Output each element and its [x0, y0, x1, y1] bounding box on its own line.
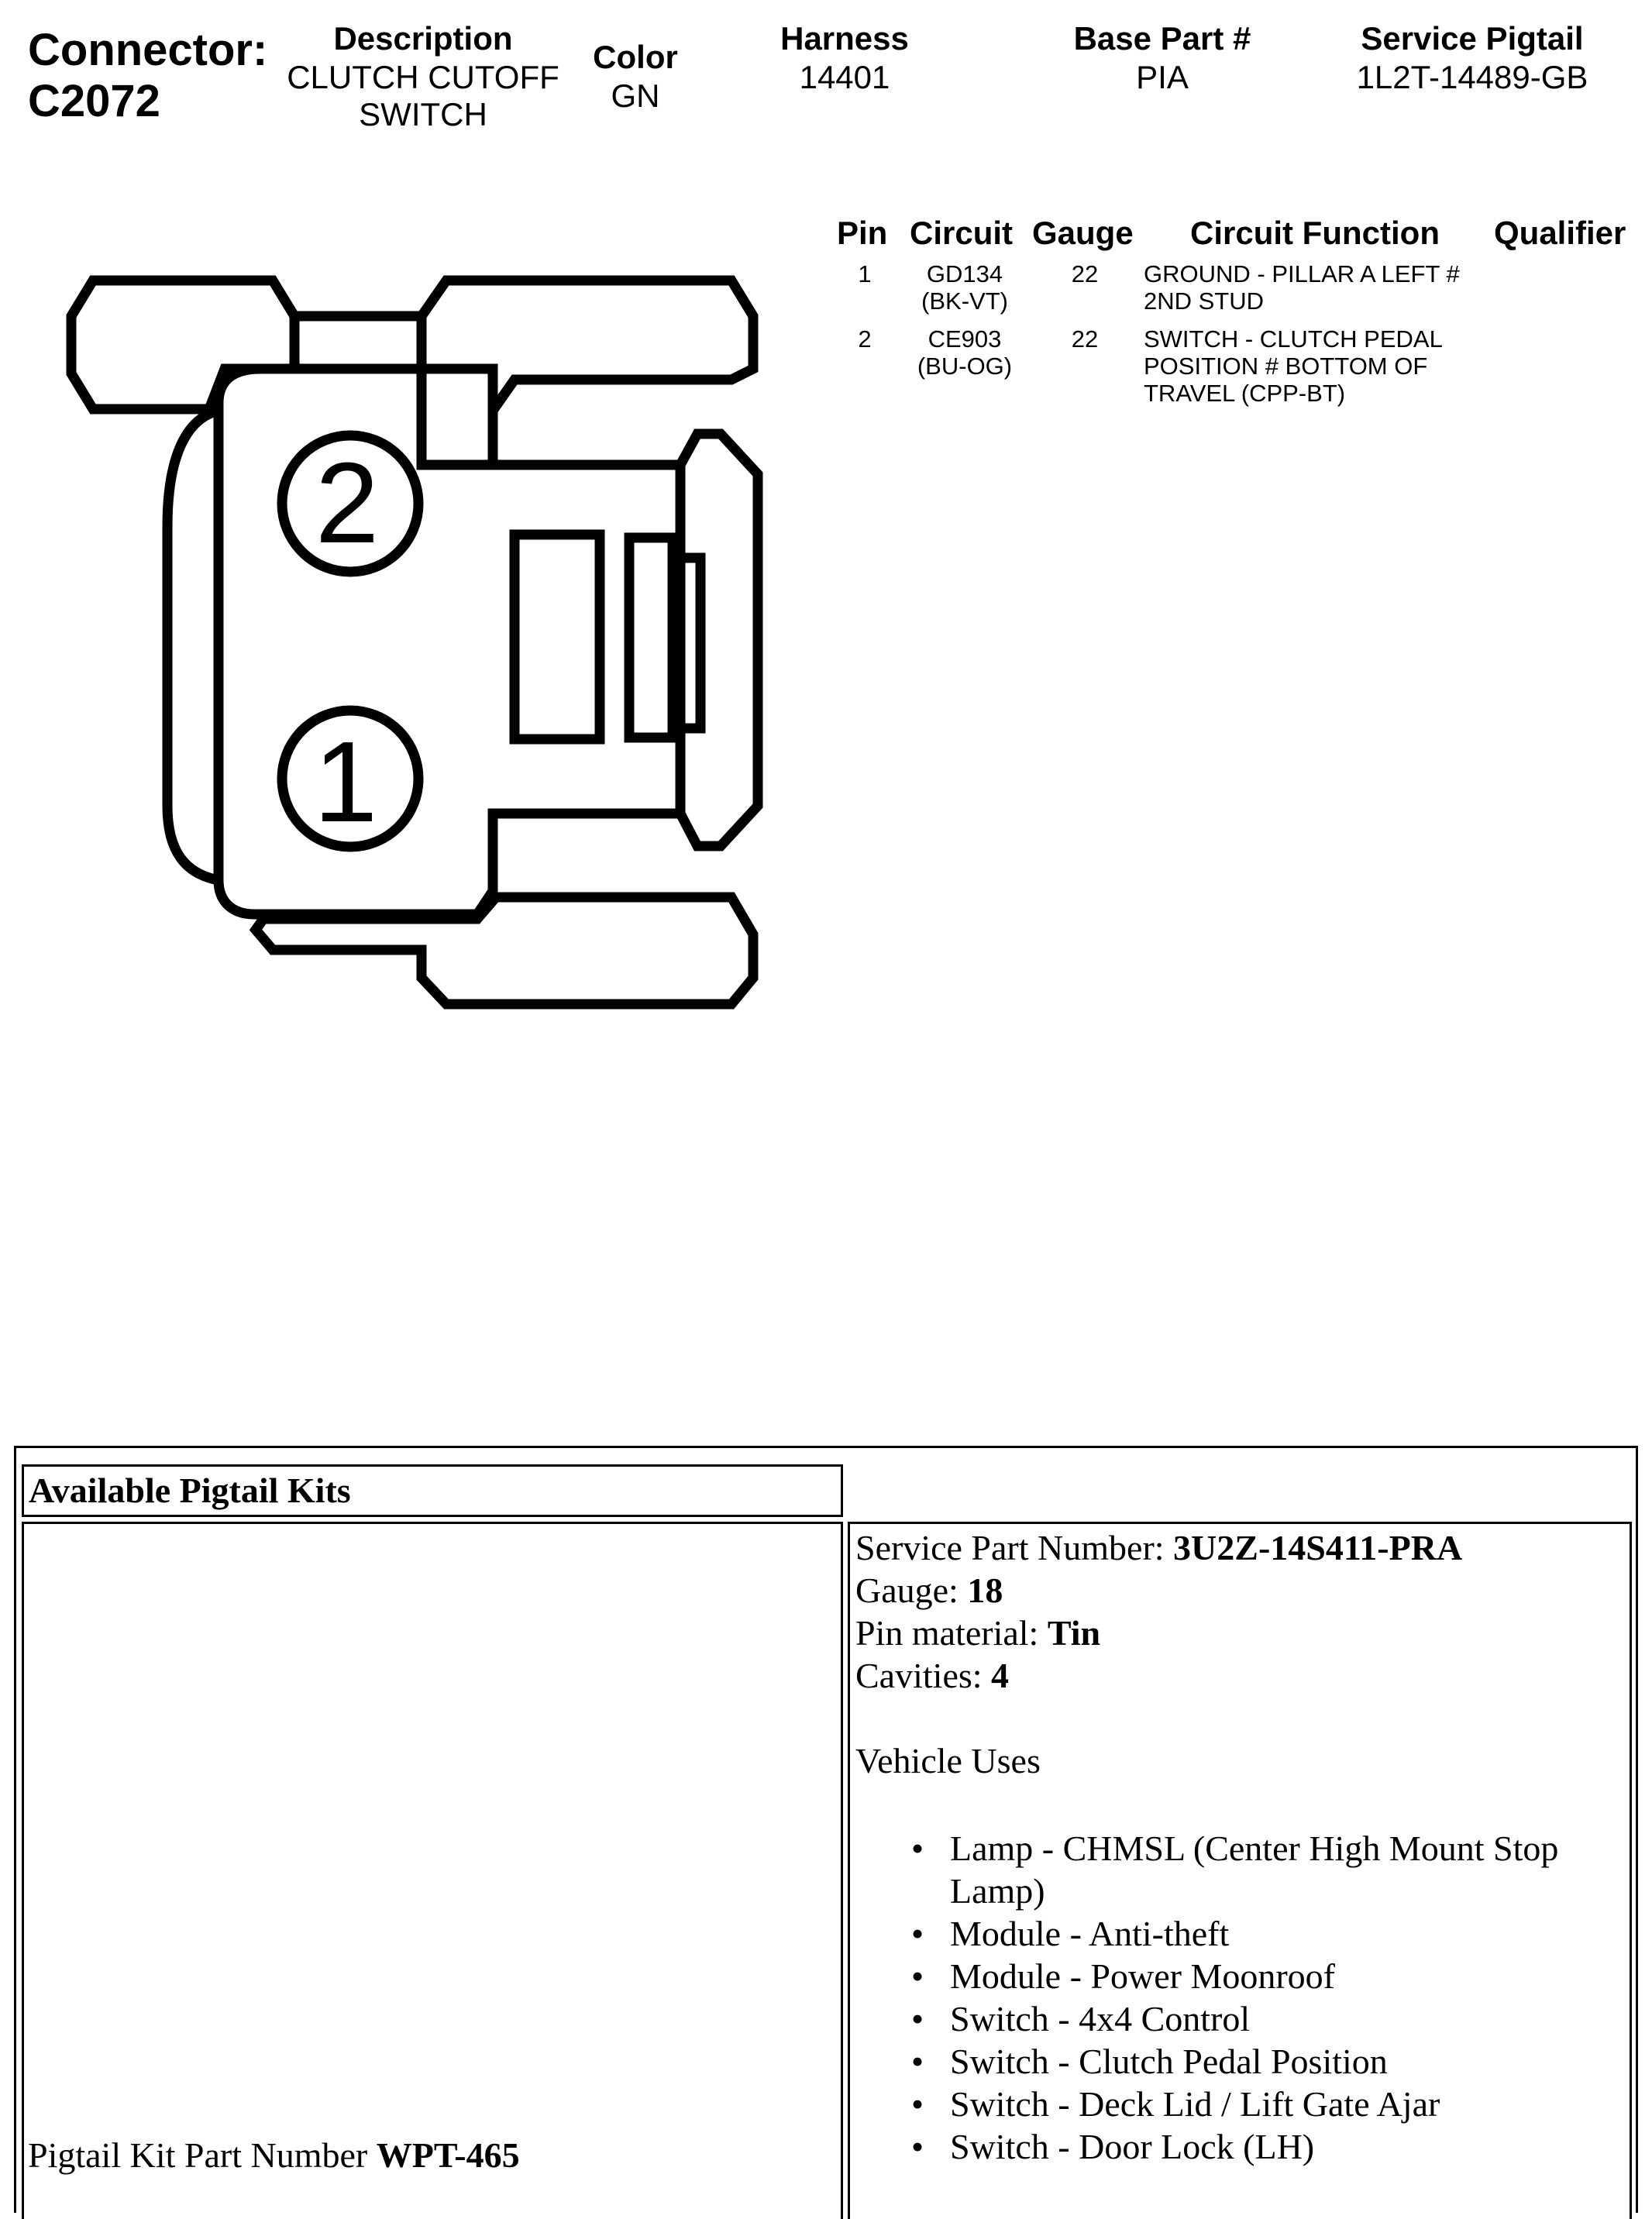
bullet-icon: •: [911, 1956, 924, 1996]
list-item-text: Switch - Deck Lid / Lift Gate Ajar: [950, 2084, 1440, 2124]
pin-material-spec: [855, 1612, 1100, 1654]
color-value: GN: [611, 77, 660, 114]
vehicle-uses-heading: Vehicle Uses: [855, 1741, 1041, 1780]
circuit-function-column-heading: Circuit Function: [1190, 215, 1440, 251]
pin-material-label: Pin material:: [855, 1613, 1048, 1653]
cavities-spec: [855, 1654, 1009, 1697]
left-flange: [167, 411, 219, 880]
circuit-function-line: GROUND - PILLAR A LEFT #: [1144, 260, 1460, 287]
wire-gauge: 22: [1071, 325, 1099, 353]
gauge-label: Gauge:: [855, 1571, 968, 1610]
circuit-color: (BK-VT): [921, 287, 1008, 315]
pin-1-label: 1: [313, 718, 378, 846]
description-line-1: CLUTCH CUTOFF: [287, 59, 559, 95]
service-pigtail-heading: Service Pigtail: [1361, 20, 1584, 57]
list-item-text: Lamp - CHMSL (Center High Mount Stop: [950, 1829, 1559, 1868]
service-pigtail-value: 1L2T-14489-GB: [1356, 59, 1588, 95]
circuit-function-line: POSITION # BOTTOM OF: [1144, 353, 1428, 380]
kit-image-cell: [22, 1522, 843, 2219]
list-item: [911, 1997, 1624, 2040]
color-heading: Color: [593, 39, 678, 75]
right-side-latch: [680, 434, 758, 846]
kit-part-value: WPT-465: [376, 2135, 520, 2175]
connector-id: C2072: [28, 76, 160, 126]
pin-column-heading: Pin: [837, 215, 888, 251]
circuit-id: [899, 325, 1031, 380]
gauge-spec: [855, 1569, 1003, 1612]
pigtail-kit-part-number: [28, 2134, 520, 2177]
connector-body: [219, 369, 680, 914]
bullet-icon: •: [911, 1914, 924, 1953]
cavities-label: Cavities:: [855, 1656, 992, 1695]
service-pigtail-column: [1333, 19, 1612, 96]
circuit-function-line: SWITCH - CLUTCH PEDAL: [1144, 325, 1443, 353]
list-item-text: Module - Anti-theft: [950, 1914, 1230, 1953]
bullet-icon: •: [911, 2042, 924, 2081]
connector-heading: [28, 25, 267, 127]
circuit-code: GD134: [926, 260, 1003, 287]
bullet-icon: •: [911, 1829, 924, 1868]
description-heading: Description: [333, 20, 513, 57]
list-item-text: Switch - 4x4 Control: [950, 1999, 1251, 2038]
qualifier-column-heading: Qualifier: [1494, 215, 1626, 251]
circuit-column-heading: Circuit: [910, 215, 1014, 251]
base-part-heading: Base Part #: [1073, 20, 1251, 57]
list-item-text: Module - Power Moonroof: [950, 1956, 1335, 1996]
service-part-value: 3U2Z-14S411-PRA: [1173, 1528, 1463, 1567]
cavities-value: 4: [991, 1656, 1010, 1695]
kit-part-label: Pigtail Kit Part Number: [28, 2135, 377, 2175]
base-part-column: [1038, 19, 1286, 96]
circuit-color: (BU-OG): [917, 353, 1013, 380]
list-item: [911, 1827, 1624, 1912]
terminal-slot-narrow: [629, 538, 673, 738]
terminal-slot-tab: [673, 558, 700, 728]
connector-face-diagram: [0, 232, 790, 1046]
list-item: [911, 2125, 1624, 2168]
harness-value: 14401: [799, 59, 890, 95]
circuit-function: [1144, 260, 1500, 315]
upper-left-latch: [71, 280, 294, 409]
circuit-id: [899, 260, 1031, 315]
list-item-text: Switch - Clutch Pedal Position: [950, 2042, 1388, 2081]
gauge-value: 18: [967, 1571, 1003, 1610]
pin-material-value: Tin: [1047, 1613, 1101, 1653]
kits-title: Available Pigtail Kits: [29, 1471, 351, 1510]
description-column: [273, 19, 573, 133]
color-column: [573, 37, 697, 115]
list-item-text: Lamp): [950, 1871, 1045, 1911]
circuit-function-line: 2ND STUD: [1144, 287, 1265, 315]
list-item: [911, 2083, 1624, 2125]
circuit-function: [1144, 325, 1500, 407]
description-line-2: SWITCH: [359, 96, 487, 132]
connector-label: Connector:: [28, 25, 268, 75]
harness-heading: Harness: [780, 20, 909, 57]
center-tab: [294, 316, 422, 369]
circuit-code: CE903: [928, 325, 1002, 353]
kits-title-cell: [22, 1464, 843, 1517]
base-part-value: PIA: [1136, 59, 1189, 95]
pin-number: 2: [858, 325, 872, 353]
circuit-function-line: TRAVEL (CPP-BT): [1144, 380, 1346, 407]
list-item: [911, 1912, 1624, 1955]
vehicle-uses-list: [911, 1827, 1624, 2168]
list-item: [911, 2040, 1624, 2083]
pin-number: 1: [858, 260, 872, 287]
pin-2-label: 2: [315, 439, 380, 567]
list-item: [911, 1955, 1624, 1997]
list-item-text: Switch - Door Lock (LH): [950, 2127, 1315, 2166]
service-part-number: [855, 1526, 1462, 1569]
bullet-icon: •: [911, 1999, 924, 2038]
service-part-label: Service Part Number:: [855, 1528, 1174, 1567]
harness-column: [744, 19, 945, 96]
bullet-icon: •: [911, 2127, 924, 2166]
gauge-column-heading: Gauge: [1032, 215, 1134, 251]
terminal-slot-wide: [515, 535, 600, 739]
wire-gauge: 22: [1071, 260, 1099, 287]
bullet-icon: •: [911, 2084, 924, 2124]
